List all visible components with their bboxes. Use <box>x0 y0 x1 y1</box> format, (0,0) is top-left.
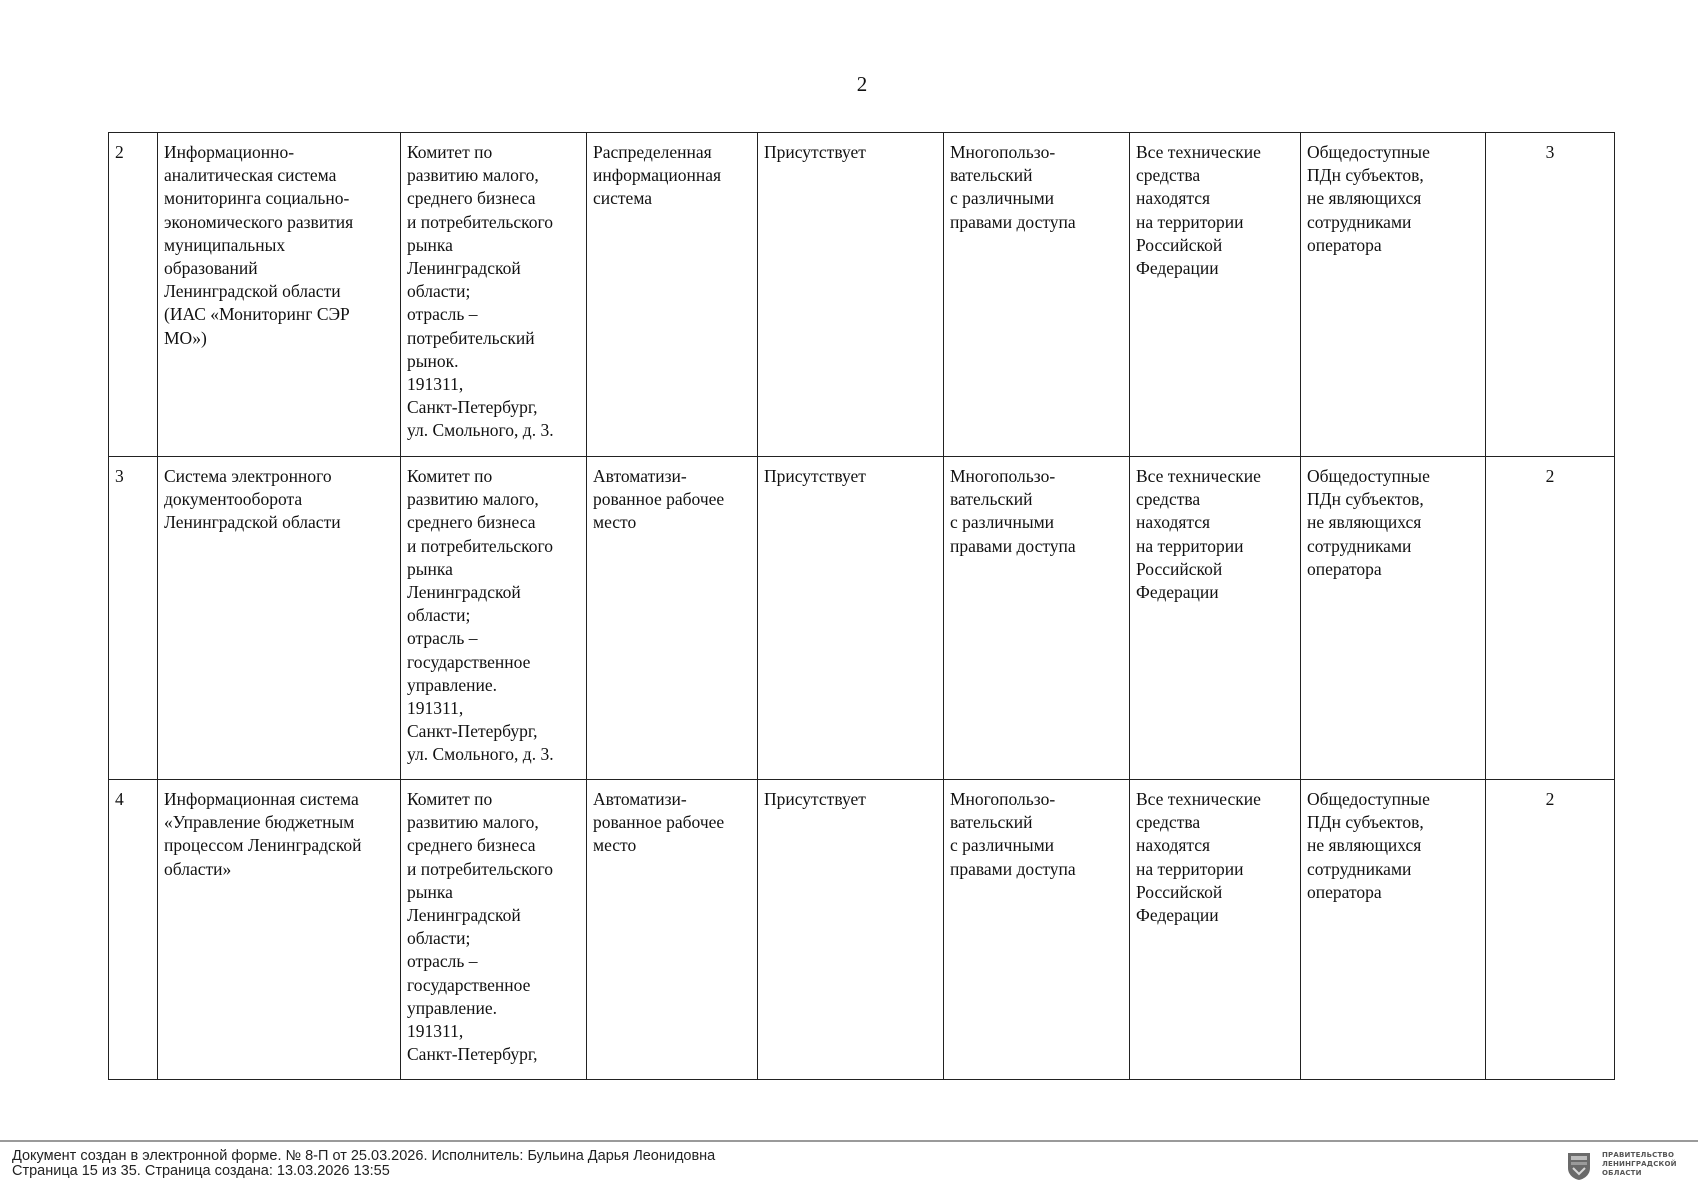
cell-text-line: Все технические <box>1136 789 1261 809</box>
cell-number: 2 <box>109 133 158 457</box>
cell-text-line: среднего бизнеса <box>407 835 536 856</box>
cell-text-line: «Управление бюджетным <box>164 812 355 833</box>
cell-text-line: среднего бизнеса <box>407 188 536 209</box>
cell-text-line: не являющихся <box>1307 188 1422 209</box>
cell-text-line: вательский <box>950 165 1033 186</box>
cell-system-type <box>587 133 758 457</box>
cell-text-line: среднего бизнеса <box>407 512 536 533</box>
cell-text-line: и потребительского <box>407 211 554 232</box>
cell-text-line: Общедоступные <box>1307 142 1430 162</box>
cell-text-line: с различными <box>950 835 1055 856</box>
cell-text-line: образований <box>164 258 258 279</box>
cell-text-line: Многопользо- <box>950 466 1056 486</box>
cell-text-line: Санкт-Петербург, <box>407 1044 538 1065</box>
cell-text-line: средства <box>1136 489 1201 510</box>
cell-text-line: рованное рабочее <box>593 489 725 510</box>
cell-text-line: Все технические <box>1136 142 1261 162</box>
cell-text-line: Ленинградской <box>407 905 521 926</box>
cell-text-line: Ленинградской области <box>164 512 341 533</box>
logo-caption-line: ПРАВИТЕЛЬСТВО <box>1602 1151 1675 1159</box>
cell-access-mode <box>944 133 1130 457</box>
cell-text-line: и потребительского <box>407 535 554 556</box>
cell-text-line: оператора <box>1307 881 1382 902</box>
cell-text-line: отрасль – <box>407 951 478 972</box>
cell-location <box>1130 457 1301 780</box>
cell-text-line: правами доступа <box>950 858 1076 879</box>
cell-access-mode <box>944 780 1130 1080</box>
cell-text-line: ул. Смольного, д. 3. <box>407 744 554 765</box>
cell-pd-category <box>1301 780 1486 1080</box>
cell-text-line: Федерации <box>1136 258 1219 279</box>
registry-table <box>108 132 1615 1080</box>
cell-text-line: управление. <box>407 674 498 695</box>
cell-text-line: не являющихся <box>1307 835 1422 856</box>
cell-text-line: Российской <box>1136 558 1223 579</box>
cell-text-line: находятся <box>1136 188 1211 209</box>
cell-text-line: государственное <box>407 974 531 995</box>
cell-text-line: не являющихся <box>1307 512 1422 533</box>
cell-protection-level: 2 <box>1486 780 1615 1080</box>
cell-text-line: ул. Смольного, д. 3. <box>407 420 554 441</box>
cell-text-line: отрасль – <box>407 628 478 649</box>
cell-system-name <box>158 133 401 457</box>
cell-text-line: правами доступа <box>950 535 1076 556</box>
cell-text-line: вательский <box>950 489 1033 510</box>
cell-text-line: на территории <box>1136 535 1244 556</box>
cell-text-line: государственное <box>407 651 531 672</box>
cell-text-line: аналитическая система <box>164 165 337 186</box>
cell-text-line: и потребительского <box>407 858 554 879</box>
cell-text-line: Информационная система <box>164 789 359 809</box>
cell-text-line: экономического развития <box>164 211 354 232</box>
footer-page-line: Страница 15 из 35. Страница создана: 13.03.2026 13:55 <box>12 1163 390 1179</box>
cell-text-line: Ленинградской области <box>164 281 341 302</box>
cell-text-line: области; <box>407 605 471 626</box>
cell-location <box>1130 780 1301 1080</box>
cell-system-name <box>158 457 401 780</box>
cell-text-line: сотрудниками <box>1307 535 1412 556</box>
logo-caption-line: ЛЕНИНГРАДСКОЙ <box>1602 1160 1677 1168</box>
table-row <box>109 133 1615 457</box>
cell-text-line: сотрудниками <box>1307 858 1412 879</box>
cell-system-type <box>587 780 758 1080</box>
cell-text-line: сотрудниками <box>1307 211 1412 232</box>
cell-text-line: документооборота <box>164 489 303 510</box>
cell-text-line: отрасль – <box>407 304 478 325</box>
cell-text-line: Система электронного <box>164 466 332 486</box>
cell-text-line: Автоматизи- <box>593 466 687 486</box>
cell-owner <box>401 133 587 457</box>
cell-text-line: 191311, <box>407 1021 464 1042</box>
cell-text-line: Комитет по <box>407 466 493 486</box>
cell-text-line: оператора <box>1307 234 1382 255</box>
cell-text-line: потребительский <box>407 327 535 348</box>
cell-text-line: Присутствует <box>764 789 866 809</box>
footer-document-line: Документ создан в электронной форме. № 8-П от 25.03.2026. Исполнитель: Бульина Дарья Леонидовна <box>12 1148 716 1164</box>
cell-text-line: ПДн субъектов, <box>1307 812 1424 833</box>
cell-protection-level: 3 <box>1486 133 1615 457</box>
cell-text-line: области» <box>164 858 232 879</box>
cell-connection <box>758 133 944 457</box>
logo-caption-line: ОБЛАСТИ <box>1602 1169 1642 1177</box>
cell-text-line: Комитет по <box>407 142 493 162</box>
cell-system-name <box>158 780 401 1080</box>
cell-owner <box>401 780 587 1080</box>
cell-text-line: рынка <box>407 234 453 255</box>
cell-owner <box>401 457 587 780</box>
cell-text-line: Общедоступные <box>1307 789 1430 809</box>
cell-connection <box>758 457 944 780</box>
table-row <box>109 780 1615 1080</box>
cell-text-line: Российской <box>1136 234 1223 255</box>
cell-text-line: Автоматизи- <box>593 789 687 809</box>
cell-text-line: находятся <box>1136 835 1211 856</box>
cell-text-line: ПДн субъектов, <box>1307 165 1424 186</box>
cell-text-line: средства <box>1136 165 1201 186</box>
cell-text-line: средства <box>1136 812 1201 833</box>
cell-protection-level: 2 <box>1486 457 1615 780</box>
cell-text-line: рынок. <box>407 350 459 371</box>
cell-text-line: Ленинградской <box>407 258 521 279</box>
cell-text-line: области; <box>407 928 471 949</box>
cell-text-line: развитию малого, <box>407 165 539 186</box>
cell-text-line: вательский <box>950 812 1033 833</box>
cell-text-line: на территории <box>1136 858 1244 879</box>
cell-text-line: управление. <box>407 997 498 1018</box>
footer-divider <box>0 1140 1698 1142</box>
cell-text-line: оператора <box>1307 558 1382 579</box>
cell-text-line: с различными <box>950 512 1055 533</box>
cell-text-line: Федерации <box>1136 905 1219 926</box>
cell-text-line: правами доступа <box>950 211 1076 232</box>
cell-text-line: рынка <box>407 881 453 902</box>
cell-text-line: Информационно- <box>164 142 295 162</box>
cell-text-line: Санкт-Петербург, <box>407 721 538 742</box>
cell-pd-category <box>1301 133 1486 457</box>
cell-text-line: 191311, <box>407 374 464 395</box>
cell-text-line: Российской <box>1136 881 1223 902</box>
coat-of-arms-icon <box>1566 1151 1592 1181</box>
page-number: 2 <box>856 72 868 96</box>
cell-pd-category <box>1301 457 1486 780</box>
cell-text-line: место <box>593 512 637 533</box>
cell-text-line: развитию малого, <box>407 812 539 833</box>
cell-connection <box>758 780 944 1080</box>
cell-text-line: Комитет по <box>407 789 493 809</box>
cell-text-line: на территории <box>1136 211 1244 232</box>
government-logo <box>1566 1150 1694 1184</box>
cell-text-line: МО») <box>164 327 207 348</box>
cell-text-line: Все технические <box>1136 466 1261 486</box>
cell-text-line: Распределенная <box>593 142 712 162</box>
cell-number: 3 <box>109 457 158 780</box>
cell-text-line: процессом Ленинградской <box>164 835 362 856</box>
cell-access-mode <box>944 457 1130 780</box>
cell-location <box>1130 133 1301 457</box>
cell-text-line: Присутствует <box>764 466 866 486</box>
cell-text-line: муниципальных <box>164 234 286 255</box>
cell-text-line: рованное рабочее <box>593 812 725 833</box>
cell-text-line: информационная <box>593 165 722 186</box>
cell-text-line: Санкт-Петербург, <box>407 397 538 418</box>
cell-system-type <box>587 457 758 780</box>
cell-text-line: мониторинга социально- <box>164 188 350 209</box>
cell-text-line: Присутствует <box>764 142 866 162</box>
cell-text-line: система <box>593 188 653 209</box>
cell-number: 4 <box>109 780 158 1080</box>
cell-text-line: Многопользо- <box>950 142 1056 162</box>
cell-text-line: находятся <box>1136 512 1211 533</box>
logo-caption <box>1602 1151 1677 1178</box>
cell-text-line: Общедоступные <box>1307 466 1430 486</box>
cell-text-line: Многопользо- <box>950 789 1056 809</box>
cell-text-line: рынка <box>407 558 453 579</box>
cell-text-line: 191311, <box>407 698 464 719</box>
footer-info <box>12 1149 715 1179</box>
table-row <box>109 457 1615 780</box>
cell-text-line: с различными <box>950 188 1055 209</box>
cell-text-line: развитию малого, <box>407 489 539 510</box>
cell-text-line: Ленинградской <box>407 582 521 603</box>
cell-text-line: (ИАС «Мониторинг СЭР <box>164 304 350 325</box>
cell-text-line: место <box>593 835 637 856</box>
cell-text-line: области; <box>407 281 471 302</box>
cell-text-line: Федерации <box>1136 582 1219 603</box>
cell-text-line: ПДн субъектов, <box>1307 489 1424 510</box>
